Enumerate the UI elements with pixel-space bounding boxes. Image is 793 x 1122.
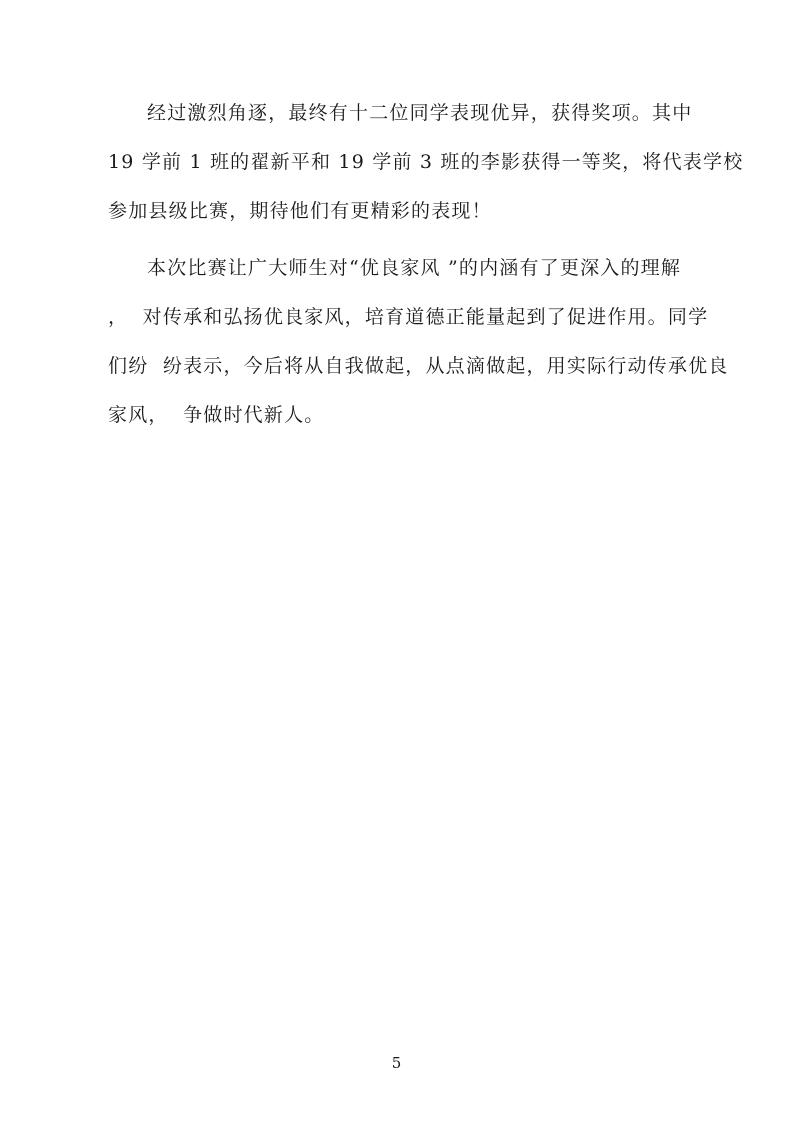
paragraph-1-line-1: 经过激烈角逐，最终有十二位同学表现优异，获得奖项。其中 — [147, 102, 693, 124]
paragraph-2-line-3: 们纷 纷表示，今后将从自我做起，从点滴做起，用实际行动传承优良 — [108, 355, 729, 377]
paragraph-1-line-3: 参加县级比赛，期待他们有更精彩的表现！ — [108, 200, 492, 222]
paragraph-1-line-2: 19 学前 1 班的翟新平和 19 学前 3 班的李影获得一等奖，将代表学校 — [108, 151, 744, 173]
page-number: 5 — [391, 1054, 402, 1072]
paragraph-2-line-4: 家风， 争做时代新人。 — [108, 404, 325, 426]
paragraph-2-line-1: 本次比赛让广大师生对“优良家风 ”的内涵有了更深入的理解 — [147, 257, 682, 279]
paragraph-2-line-2: ， 对传承和弘扬优良家风，培育道德正能量起到了促进作用。同学 — [108, 306, 709, 328]
